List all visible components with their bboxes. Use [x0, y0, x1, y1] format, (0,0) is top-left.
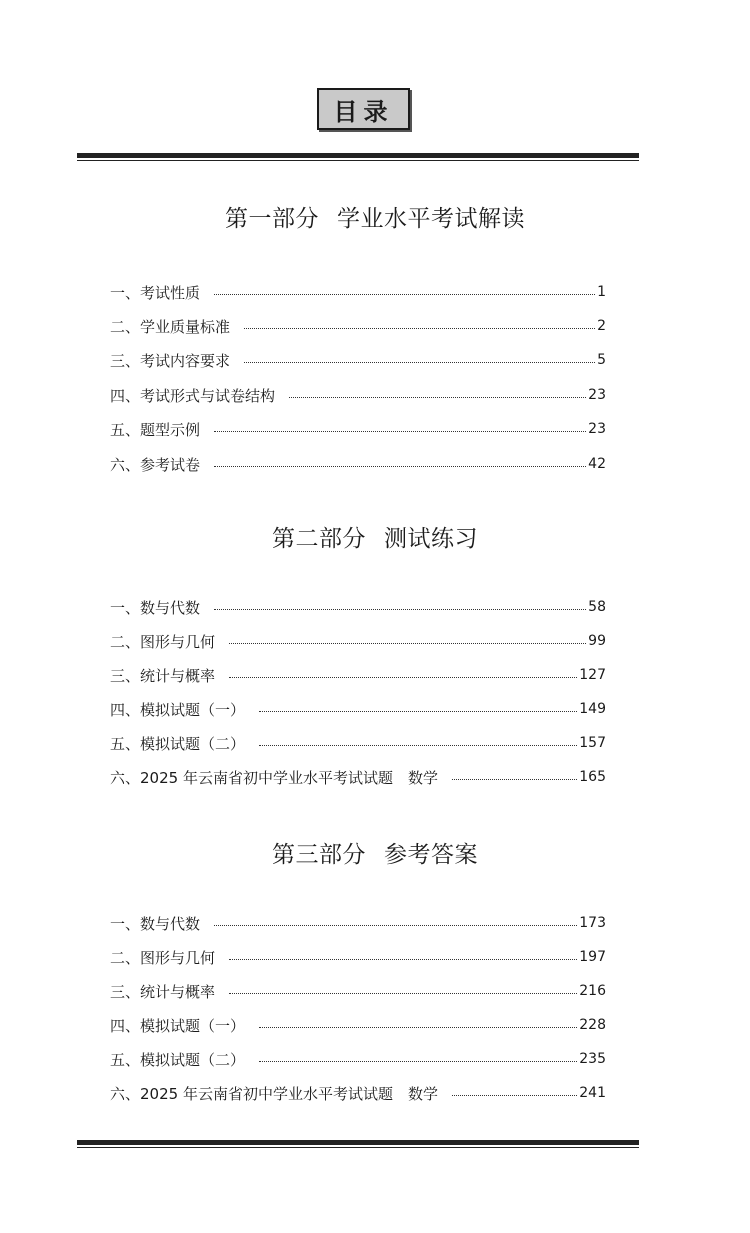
- entry-page: 5: [597, 352, 606, 368]
- entry-page: 235: [579, 1051, 606, 1067]
- entry-page: 23: [588, 387, 606, 403]
- entry-page: 127: [579, 667, 606, 683]
- toc-entry[interactable]: [110, 349, 606, 371]
- toc-entry[interactable]: [110, 912, 606, 934]
- toc-entry[interactable]: [110, 1014, 606, 1036]
- entry-label: 一、考试性质: [110, 283, 201, 302]
- toc-entry[interactable]: [110, 732, 606, 754]
- entry-page: 23: [588, 421, 606, 437]
- entry-page: 149: [579, 701, 606, 717]
- leader-dots: [452, 1094, 577, 1096]
- leader-dots: [229, 992, 577, 994]
- leader-dots: [452, 778, 577, 780]
- part-2-name: 测试练习: [384, 526, 478, 552]
- toc-entry[interactable]: [110, 1048, 606, 1070]
- entry-page: 157: [579, 735, 606, 751]
- entry-label: 五、模拟试题（二）: [110, 1050, 246, 1069]
- entry-page: 216: [579, 983, 606, 999]
- entry-label: 二、图形与几何: [110, 948, 216, 967]
- part-2-number: 第二部分: [272, 526, 366, 552]
- entry-page: 197: [579, 949, 606, 965]
- entry-label: 六、参考试卷: [110, 455, 201, 474]
- toc-entry[interactable]: [110, 664, 606, 686]
- part-2-title: [0, 520, 750, 553]
- toc-entry[interactable]: [110, 980, 606, 1002]
- leader-dots: [289, 396, 586, 398]
- toc-entry[interactable]: [110, 1082, 606, 1104]
- entry-page: 1: [597, 284, 606, 300]
- entry-label: 五、模拟试题（二）: [110, 734, 246, 753]
- leader-dots: [259, 1026, 577, 1028]
- entry-label: 二、图形与几何: [110, 632, 216, 651]
- leader-dots: [229, 676, 577, 678]
- leader-dots: [214, 465, 586, 467]
- entry-page: 42: [588, 456, 606, 472]
- toc-entry[interactable]: [110, 384, 606, 406]
- toc-entry[interactable]: [110, 766, 606, 788]
- leader-dots: [244, 327, 595, 329]
- leader-dots: [214, 924, 577, 926]
- entry-label: 三、考试内容要求: [110, 351, 231, 370]
- leader-dots: [259, 744, 577, 746]
- leader-dots: [259, 710, 577, 712]
- part-3-name: 参考答案: [384, 842, 478, 868]
- entry-label: 四、考试形式与试卷结构: [110, 386, 276, 405]
- entry-label: 一、数与代数: [110, 598, 201, 617]
- toc-entry[interactable]: [110, 596, 606, 618]
- entry-label: 四、模拟试题（一）: [110, 1016, 246, 1035]
- part-3-title: [0, 836, 750, 869]
- toc-entry[interactable]: [110, 315, 606, 337]
- bottom-divider: [77, 1140, 639, 1148]
- leader-dots: [214, 608, 586, 610]
- entry-page: 99: [588, 633, 606, 649]
- leader-dots: [229, 958, 577, 960]
- toc-title: 目录: [317, 88, 410, 130]
- toc-entry[interactable]: [110, 281, 606, 303]
- entry-label: 六、2025 年云南省初中学业水平考试试题 数学: [110, 768, 438, 787]
- toc-entry[interactable]: [110, 418, 606, 440]
- entry-label: 六、2025 年云南省初中学业水平考试试题 数学: [110, 1084, 438, 1103]
- toc-entry[interactable]: [110, 630, 606, 652]
- leader-dots: [214, 293, 595, 295]
- part-3-number: 第三部分: [272, 842, 366, 868]
- entry-page: 2: [597, 318, 606, 334]
- leader-dots: [229, 642, 586, 644]
- entry-page: 228: [579, 1017, 606, 1033]
- part-1-title: [0, 200, 750, 233]
- entry-label: 四、模拟试题（一）: [110, 700, 246, 719]
- leader-dots: [214, 430, 586, 432]
- entry-label: 一、数与代数: [110, 914, 201, 933]
- entry-page: 241: [579, 1085, 606, 1101]
- top-divider: [77, 153, 639, 161]
- entry-page: 58: [588, 599, 606, 615]
- part-1-number: 第一部分: [225, 206, 319, 232]
- entry-label: 三、统计与概率: [110, 982, 216, 1001]
- entry-label: 二、学业质量标准: [110, 317, 231, 336]
- leader-dots: [259, 1060, 577, 1062]
- entry-label: 三、统计与概率: [110, 666, 216, 685]
- toc-entry[interactable]: [110, 946, 606, 968]
- toc-entry[interactable]: [110, 698, 606, 720]
- entry-label: 五、题型示例: [110, 420, 201, 439]
- leader-dots: [244, 361, 595, 363]
- entry-page: 165: [579, 769, 606, 785]
- toc-entry[interactable]: [110, 453, 606, 475]
- part-1-name: 学业水平考试解读: [337, 206, 525, 232]
- entry-page: 173: [579, 915, 606, 931]
